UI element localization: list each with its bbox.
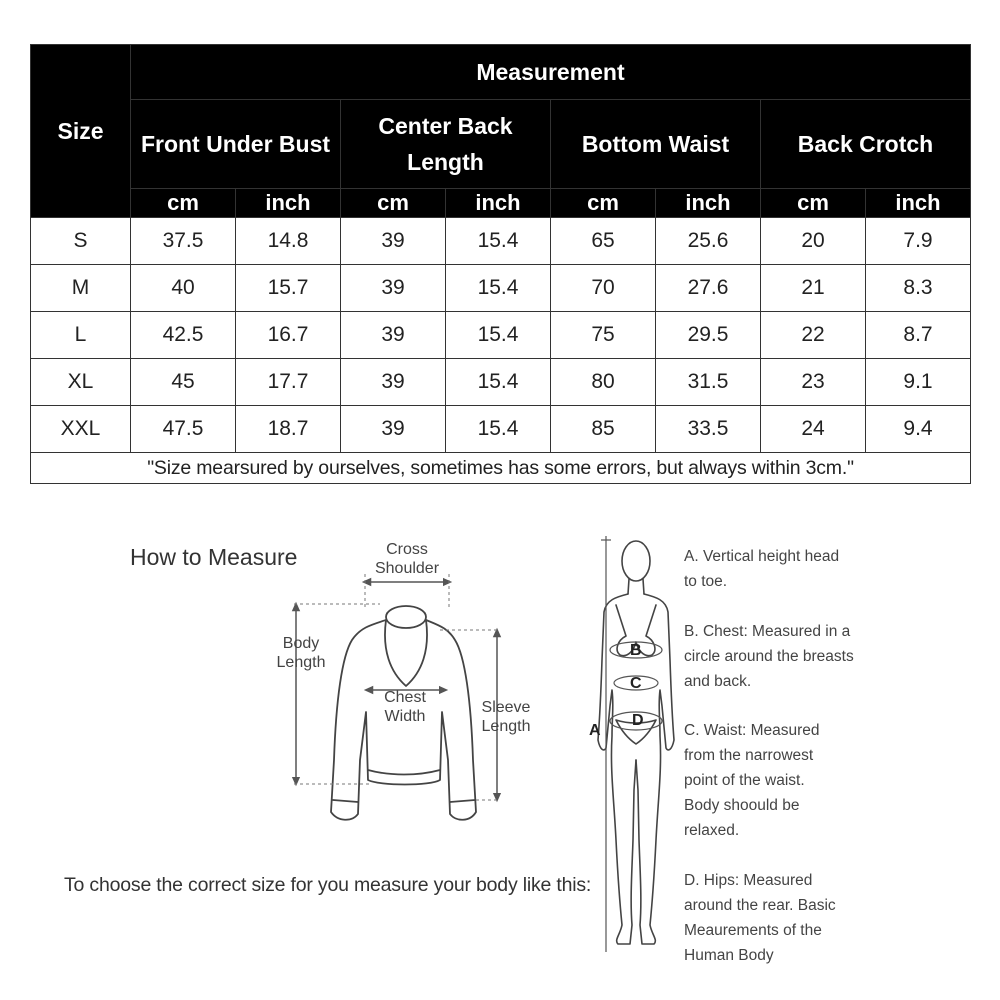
- value-cell: 23: [761, 359, 866, 406]
- size-cell: M: [31, 265, 131, 312]
- value-cell: 9.4: [866, 406, 971, 453]
- instruction-b-text: B. Chest: Measured in a circle around the breasts and back.: [684, 623, 854, 690]
- value-cell: 15.4: [446, 218, 551, 265]
- value-cell: 16.7: [236, 312, 341, 359]
- unit-header: inch: [656, 189, 761, 218]
- value-cell: 15.4: [446, 359, 551, 406]
- value-cell: 8.7: [866, 312, 971, 359]
- value-cell: 39: [341, 312, 446, 359]
- instruction-a: [684, 544, 864, 594]
- human-body-figure-icon: [598, 541, 674, 944]
- value-cell: 42.5: [131, 312, 236, 359]
- value-cell: 27.6: [656, 265, 761, 312]
- value-cell: 9.1: [866, 359, 971, 406]
- value-cell: 15.4: [446, 406, 551, 453]
- value-cell: 7.9: [866, 218, 971, 265]
- unit-header: cm: [131, 189, 236, 218]
- center-back-length-header: Center Back Length: [341, 100, 551, 189]
- value-cell: 15.7: [236, 265, 341, 312]
- instruction-b: [684, 619, 864, 694]
- instruction-c-text: C. Waist: Measured from the narrowest point of the waist. Body shoould be relaxed.: [684, 722, 820, 839]
- body-letter-a: A: [589, 722, 601, 739]
- unit-header: cm: [761, 189, 866, 218]
- choose-size-text: To choose the correct size for you measure your body like this:: [64, 874, 592, 896]
- instruction-a-text: A. Vertical height head to toe.: [684, 548, 840, 590]
- unit-header: cm: [341, 189, 446, 218]
- value-cell: 29.5: [656, 312, 761, 359]
- value-cell: 15.4: [446, 265, 551, 312]
- size-cell: L: [31, 312, 131, 359]
- value-cell: 39: [341, 406, 446, 453]
- value-cell: 39: [341, 265, 446, 312]
- value-cell: 15.4: [446, 312, 551, 359]
- sleeve-length-label: Sleeve Length: [481, 699, 531, 735]
- value-cell: 85: [551, 406, 656, 453]
- value-cell: 39: [341, 218, 446, 265]
- value-cell: 25.6: [656, 218, 761, 265]
- value-cell: 80: [551, 359, 656, 406]
- instruction-d-text: D. Hips: Measured around the rear. Basic Meaurements of the Human Body: [684, 872, 836, 964]
- value-cell: 8.3: [866, 265, 971, 312]
- value-cell: 39: [341, 359, 446, 406]
- value-cell: 21: [761, 265, 866, 312]
- body-length-label: Body Length: [276, 635, 326, 671]
- value-cell: 45: [131, 359, 236, 406]
- bottom-waist-header: Bottom Waist: [551, 100, 761, 189]
- how-to-measure-title: How to Measure: [130, 544, 298, 570]
- value-cell: 47.5: [131, 406, 236, 453]
- body-letter-c: C: [630, 675, 642, 692]
- cross-shoulder-label: Cross Shoulder: [374, 541, 440, 577]
- instruction-c: [684, 718, 864, 843]
- body-letter-d: D: [632, 712, 644, 729]
- value-cell: 18.7: [236, 406, 341, 453]
- unit-header: inch: [866, 189, 971, 218]
- value-cell: 40: [131, 265, 236, 312]
- value-cell: 14.8: [236, 218, 341, 265]
- value-cell: 20: [761, 218, 866, 265]
- front-under-bust-header: Front Under Bust: [131, 100, 341, 189]
- back-crotch-header: Back Crotch: [761, 100, 971, 189]
- size-header: Size: [31, 45, 131, 218]
- value-cell: 37.5: [131, 218, 236, 265]
- value-cell: 33.5: [656, 406, 761, 453]
- size-cell: XXL: [31, 406, 131, 453]
- body-letter-b: B: [630, 642, 642, 659]
- value-cell: 70: [551, 265, 656, 312]
- value-cell: 22: [761, 312, 866, 359]
- value-cell: 17.7: [236, 359, 341, 406]
- size-cell: S: [31, 218, 131, 265]
- value-cell: 65: [551, 218, 656, 265]
- unit-header: cm: [551, 189, 656, 218]
- chest-width-label: Chest Width: [384, 689, 426, 725]
- table-note: "Size mearsured by ourselves, sometimes has some errors, but always within 3cm.": [31, 453, 971, 484]
- unit-header: inch: [446, 189, 551, 218]
- measurement-header: Measurement: [131, 45, 971, 100]
- value-cell: 31.5: [656, 359, 761, 406]
- size-cell: XL: [31, 359, 131, 406]
- value-cell: 75: [551, 312, 656, 359]
- instruction-d: [684, 868, 864, 968]
- value-cell: 24: [761, 406, 866, 453]
- unit-header: inch: [236, 189, 341, 218]
